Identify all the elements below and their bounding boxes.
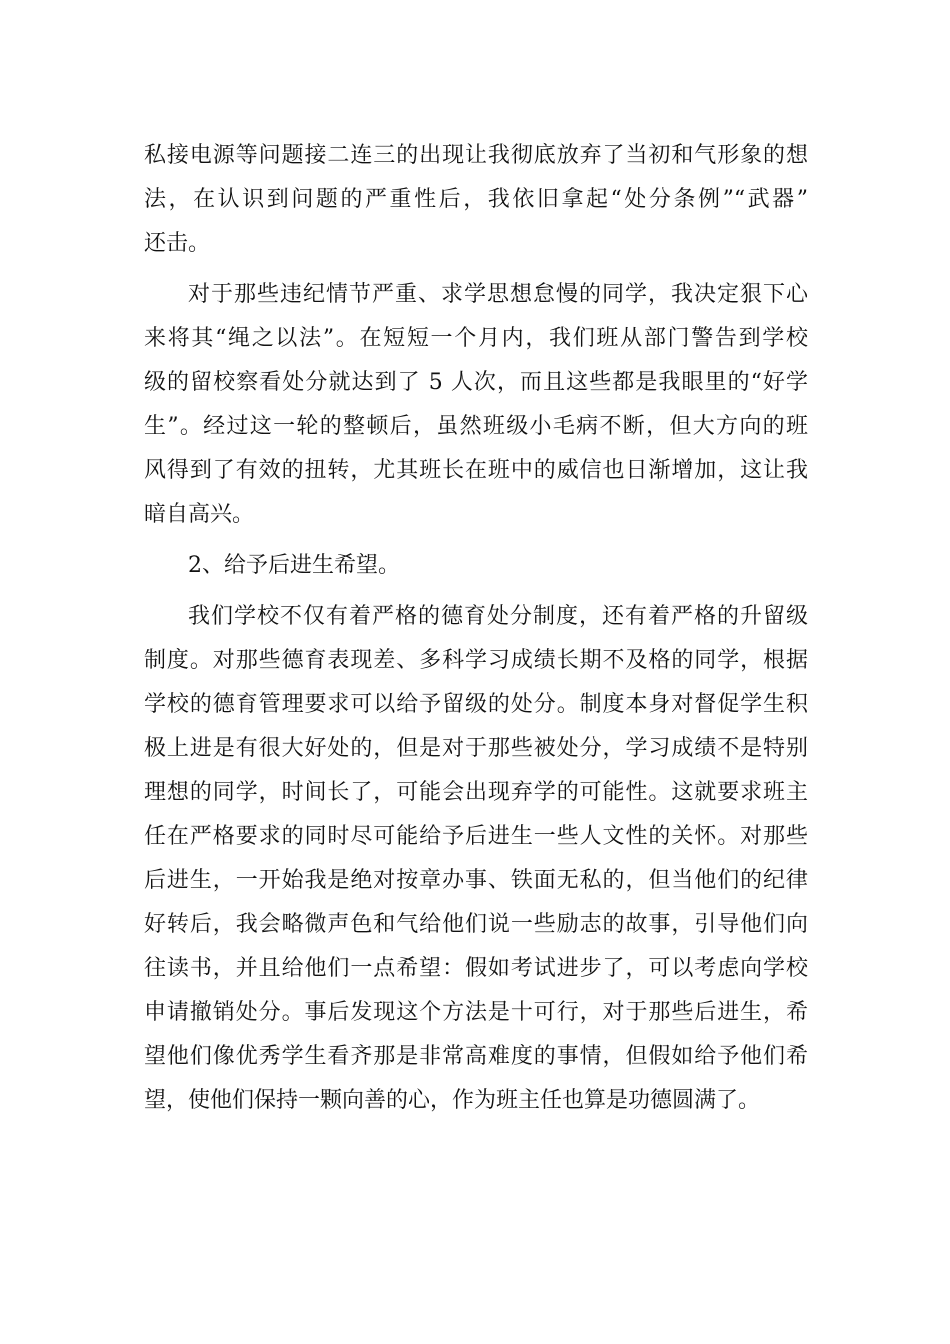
text-line: 生”。经过这一轮的整顿后，虽然班级小毛病不断，但大方向的班 <box>144 414 808 439</box>
text-line: 申请撤销处分。事后发现这个方法是十可行，对于那些后进生，希 <box>144 1000 808 1025</box>
text-line: 望他们像优秀学生看齐那是非常高难度的事情，但假如给予他们希 <box>144 1044 808 1069</box>
text-line: 往读书，并且给他们一点希望：假如考试进步了，可以考虑向学校 <box>144 956 808 981</box>
text-line: 学校的德育管理要求可以给予留级的处分。制度本身对督促学生积 <box>144 692 808 717</box>
paragraph <box>144 273 808 537</box>
text-line: 级的留校察看处分就达到了 5 人次，而且这些都是我眼里的“好学 <box>144 370 808 395</box>
text-line: 理想的同学，时间长了，可能会出现弃学的可能性。这就要求班主 <box>144 780 808 805</box>
text-line: 法，在认识到问题的严重性后，我依旧拿起“处分条例”“武器” <box>144 187 808 212</box>
paragraph <box>144 134 808 266</box>
text-line: 暗自高兴。 <box>144 502 255 527</box>
text-line: 望，使他们保持一颗向善的心，作为班主任也算是功德圆满了。 <box>144 1088 761 1113</box>
text-line: 来将其“绳之以法”。在短短一个月内，我们班从部门警告到学校 <box>144 326 808 351</box>
paragraph <box>144 595 808 1123</box>
text-line: 任在严格要求的同时尽可能给予后进生一些人文性的关怀。对那些 <box>144 824 808 849</box>
text-line: 风得到了有效的扭转，尤其班长在班中的威信也日渐增加，这让我 <box>144 458 808 483</box>
text-line: 极上进是有很大好处的，但是对于那些被处分，学习成绩不是特别 <box>144 736 808 761</box>
text-line: 后进生，一开始我是绝对按章办事、铁面无私的，但当他们的纪律 <box>144 868 808 893</box>
section-heading <box>144 544 808 588</box>
text-line: 对于那些违纪情节严重、求学思想怠慢的同学，我决定狠下心 <box>188 282 808 307</box>
text-line: 我们学校不仅有着严格的德育处分制度，还有着严格的升留级 <box>188 604 808 629</box>
text-line: 制度。对那些德育表现差、多科学习成绩长期不及格的同学，根据 <box>144 648 808 673</box>
text-line: 还击。 <box>144 231 211 256</box>
text-line: 2、给予后进生希望。 <box>188 553 400 578</box>
text-line: 好转后，我会略微声色和气给他们说一些励志的故事，引导他们向 <box>144 912 808 937</box>
text-line: 私接电源等问题接二连三的出现让我彻底放弃了当初和气形象的想 <box>144 143 808 168</box>
body-text <box>144 134 808 1123</box>
